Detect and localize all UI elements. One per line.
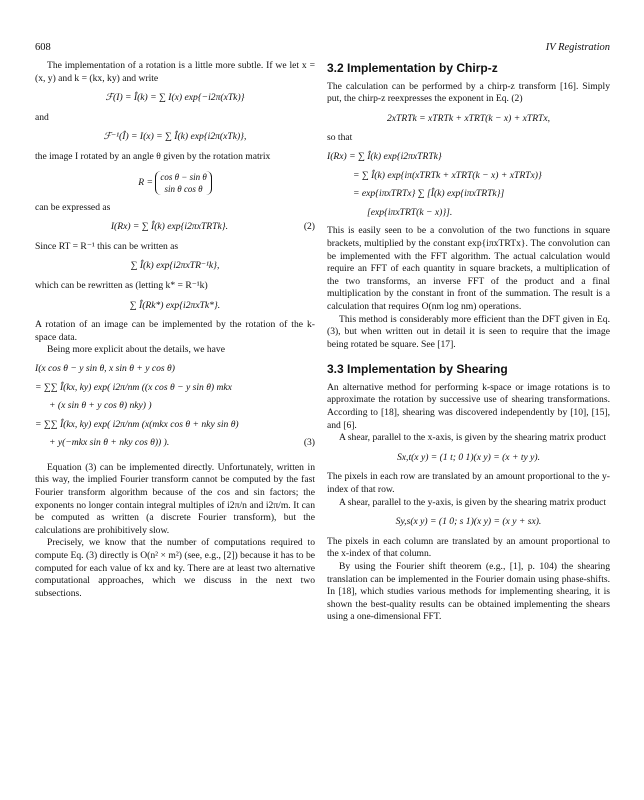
paragraph: and <box>35 111 49 123</box>
paragraph: A shear, parallel to the x-axis, is given by the shearing matrix product <box>339 432 607 444</box>
equation-2 <box>35 221 315 234</box>
equation-shear-y: Sy,s(x y) = (1 0; s 1)(x y) = (x y + sx). <box>395 516 542 528</box>
rotation-matrix-label: R = <box>138 176 153 188</box>
right-column <box>327 60 610 624</box>
equation-chirp: 2xTRTk = xTRTk + xTRT(k − x) + xTRTx, <box>386 112 551 124</box>
equation-inverse-fourier: ℱ⁻¹(Î) = I(x) = ∑ Î(k) exp{i2π(xTk)}, <box>103 131 247 143</box>
running-title: IV Registration <box>545 42 610 53</box>
paragraph: The implementation of a rotation is a little more subtle. If we let x = (x, y) and k = (kx, ky) and write <box>35 60 315 84</box>
equation-number: (2) <box>303 221 315 233</box>
paragraph: By using the Fourier shift theorem (e.g., [1], p. 104) the shearing translation can be implemented in the Fourier domain using phase-shifts. In [18], which studies various methods for implementing shearing, it is shown the best-quality results can be obtained implementing the shears using a one-dimensional FFT. <box>327 561 610 623</box>
matrix-row: sin θ cos θ <box>164 183 203 194</box>
paragraph: can be expressed as <box>35 201 111 213</box>
paragraph: This method is considerably more efficient than the DFT given in Eq. (3), but when written out in detail it is seen to require that the image being rotated be square. See [17]. <box>327 313 610 350</box>
paragraph: An alternative method for performing k-space or image rotations is to approximate the rotation by successive use of shearing transformations. According to [18], shearing was discovered independently by [10], [15], and [6]. <box>327 381 610 431</box>
equation-shear-x: Sx,t(x y) = (1 t; 0 1)(x y) = (x + ty y). <box>396 451 540 463</box>
paragraph: the image I rotated by an angle θ given by the rotation matrix <box>35 150 271 162</box>
paragraph: Precisely, we know that the number of computations required to compute Eq. (3) directly is O(n² × m²) (see, e.g., [2]) because it has to be computed for each value of kx and ky. There are at least two alternative computational approaches, which we discuss in the next two subsections. <box>35 537 315 599</box>
paragraph: The pixels in each column are translated by an amount proportional to the x-index of that column. <box>327 535 610 560</box>
rotation-matrix <box>155 171 211 195</box>
equation-fourier: ℱ(I) = Î(k) = ∑ I(x) exp{−i2π(xTk)} <box>105 92 245 104</box>
paragraph: A rotation of an image can be implemented by the rotation of the k-space data. <box>35 319 315 343</box>
paragraph: The pixels in each row are translated by an amount proportional to the y-index of that row. <box>327 471 610 496</box>
paragraph: Since RT = R⁻¹ this can be written as <box>35 240 179 252</box>
equation-3 <box>35 363 315 450</box>
section-heading-shearing: 3.3 Implementation by Shearing <box>327 362 508 377</box>
paragraph: Equation (3) can be implemented directly. Unfortunately, written in this way, the implied Fourier transform cannot be computed by the fast Fourier transform algorithm because of the cos and sin factors; the exponents no longer contain integral multiples of i2π/n and i2π/m. It can be computed as written (a discrete Fourier transform), but the calculations are prohibitively slow. <box>35 461 315 536</box>
page-number: 608 <box>35 42 51 53</box>
equation-line: = exp{iπxTRTx} ∑ [Î(k) exp{iπxTRTk}] <box>353 188 505 200</box>
equation-line: + (x sin θ + y cos θ) nky) ) <box>49 400 152 412</box>
equation-line: = ∑ Î(k) exp{iπ(xTRTk + xTRT(k − x) + xTRTx)} <box>353 169 542 181</box>
page-header <box>35 42 610 56</box>
equation-inverse: ∑ Î(k) exp{i2πxTR⁻¹k}, <box>130 260 220 272</box>
equation-line <box>35 437 315 450</box>
equation-body: I(Rx) = ∑ Î(k) exp{i2πxTRTk}. <box>110 221 228 233</box>
section-heading-chirp-z: 3.2 Implementation by Chirp-z <box>327 61 498 75</box>
left-column <box>35 60 315 600</box>
equation-body: + y(−mkx sin θ + nky cos θ)) ). <box>49 437 170 449</box>
paragraph: This is easily seen to be a convolution of the two functions in square brackets, multiplied by the constant exp{iπxTRTx}. The convolution can be implemented with the FFT algorithm. The actual calculation would require an FFT of each quantity in square brackets, a multiplication of the two transforms, an inverse FFT of the product and a final multiplication by the constant in front of the summation. The result is a calculation that requires O(nm log nm) operations. <box>327 225 610 312</box>
paragraph: which can be rewritten as (letting k* = R⁻¹k) <box>35 279 208 291</box>
paragraph: A shear, parallel to the y-axis, is given by the shearing matrix product <box>339 496 607 508</box>
equation-line: I(Rx) = ∑ Î(k) exp{i2πxTRTk} <box>327 150 442 162</box>
equation-line: [exp{iπxTRT(k − x)}]. <box>367 206 453 218</box>
equation-kstar: ∑ Î(Rk*) exp{i2πxTk*}. <box>129 299 221 311</box>
equation-line: I(x cos θ − y sin θ, x sin θ + y cos θ) <box>35 362 175 374</box>
equation-line: = ∑∑ Î(kx, ky) exp( i2π/nm (x(mkx cos θ + nky sin θ) <box>35 418 239 430</box>
equation-rotation-matrix <box>35 171 315 195</box>
paragraph: The calculation can be performed by a chirp-z transform [16]. Simply put, the chirp-z reexpresses the exponent in Eq. (2) <box>327 80 610 105</box>
paragraph: Being more explicit about the details, we have <box>47 344 225 356</box>
equation-line: = ∑∑ Î(kx, ky) exp( i2π/nm ((x cos θ − y sin θ) mkx <box>35 381 232 393</box>
matrix-row: cos θ − sin θ <box>160 171 207 182</box>
paragraph: so that <box>327 132 353 144</box>
equation-number: (3) <box>303 437 315 449</box>
